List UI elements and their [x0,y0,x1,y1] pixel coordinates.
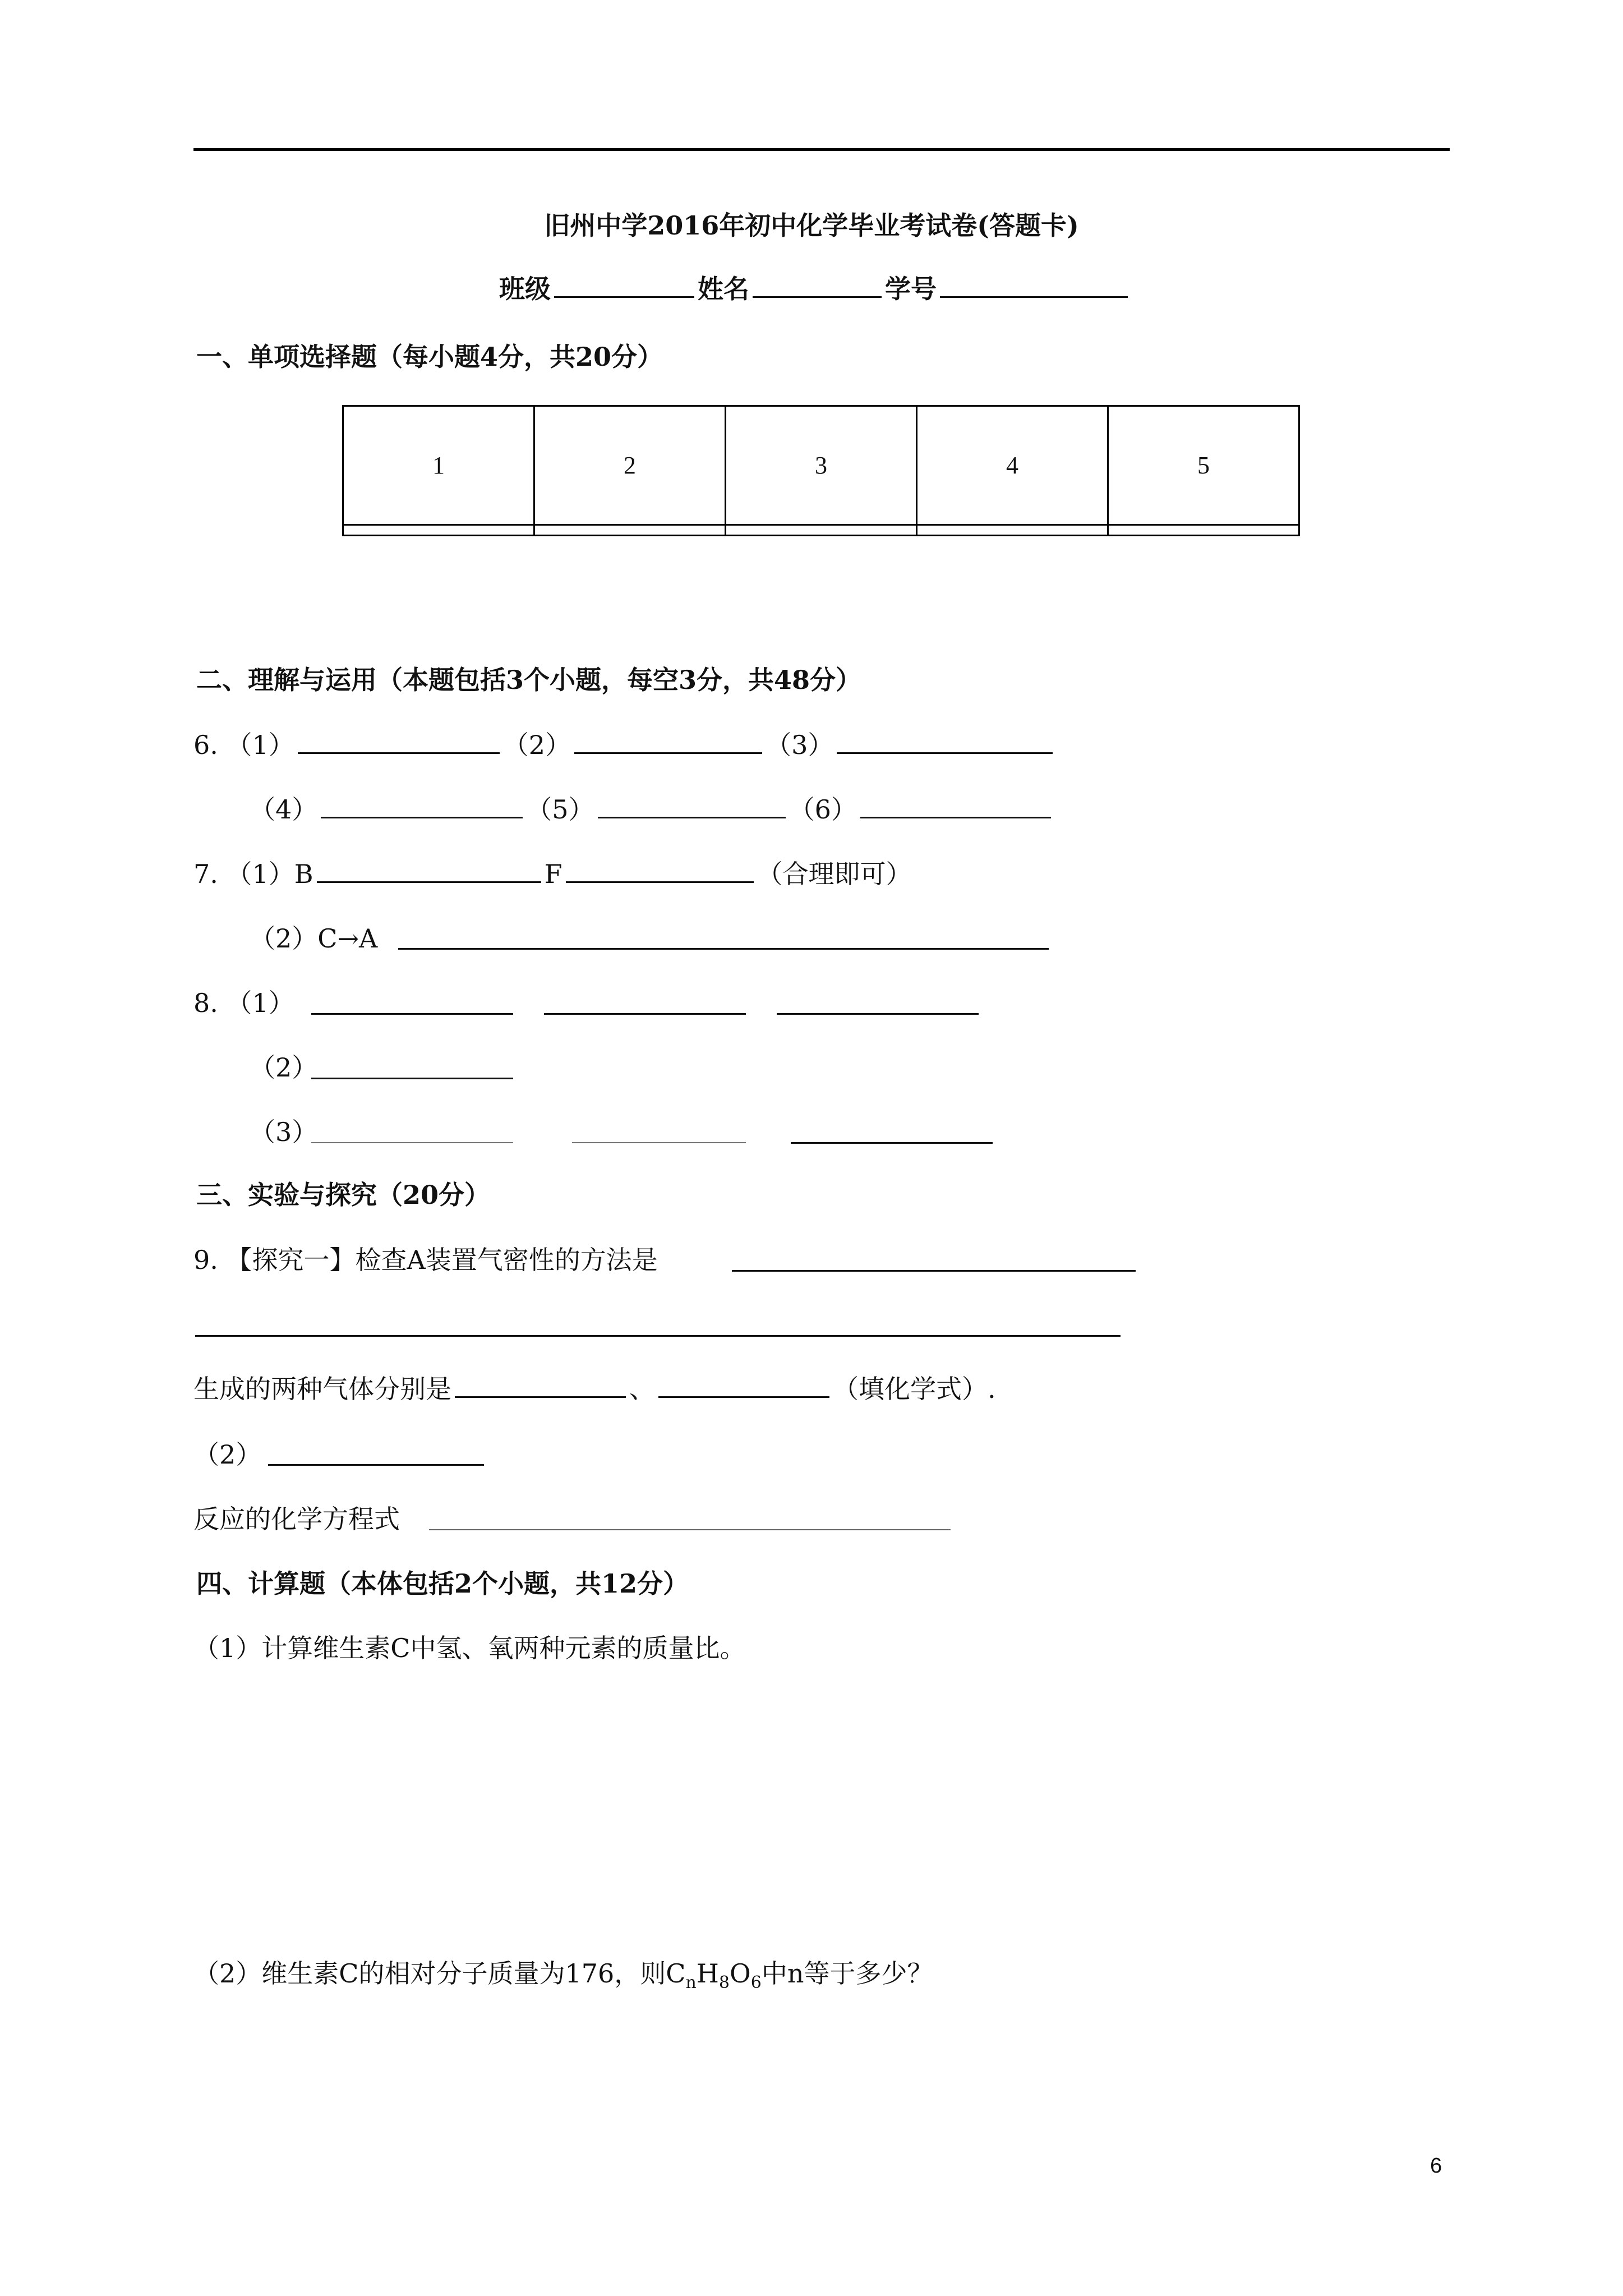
q8-blank-1a[interactable] [311,1013,513,1015]
q9-gas-row [193,1373,996,1405]
answer-col-2: 2 [534,406,726,525]
q9-prompt: 【探究一】检查A装置气密性的方法是 [226,1245,658,1275]
q6-number: 6. [193,730,218,760]
q6-part-1-label: （1） [226,730,294,760]
vitamin-c-formula: $C_nH_8O_6$ [666,1958,762,1993]
q7-f-label: F [544,859,562,889]
section-4-heading: 四、计算题（本体包括2个小题，共12分） [196,1568,689,1599]
section-1-heading: 一、单项选择题（每小题4分，共20分） [196,342,663,372]
answer-table-header-row [343,406,1299,525]
q9-blank-equation[interactable] [429,1529,951,1530]
q9-blank-gas-2[interactable] [658,1374,829,1398]
q6-row-1 [193,729,1056,761]
q9-equation-row [193,1503,400,1535]
answer-cell-5[interactable] [1108,525,1299,536]
header-rule [193,148,1450,151]
q8-number: 8. [193,988,218,1018]
q9-part-2-label: （2） [193,1439,262,1470]
answer-table [342,405,1300,536]
q6-row-2 [250,794,1054,825]
answer-cell-2[interactable] [534,525,726,536]
q8-blank-1c[interactable] [777,1013,979,1015]
answer-table-input-row [343,525,1299,536]
name-field[interactable] [753,274,882,298]
q8-blank-2[interactable] [311,1078,513,1079]
section-3-heading: 三、实验与探究（20分） [196,1180,491,1210]
q7-row-2 [250,923,377,954]
section-2-heading: 二、理解与运用（本题包括3个小题，每空3分，共48分） [196,665,862,695]
q8-part-2-label: （2） [250,1052,318,1083]
q8-row-1 [193,987,294,1019]
q7-row-1 [193,858,912,890]
q6-blank-6[interactable] [860,794,1051,818]
q7-part-1-label: （1）B [226,859,313,889]
q7-note: （合理即可） [757,859,912,889]
q6-part-5-label: （5） [526,794,594,825]
calc-question-1: （1）计算维生素C中氢、氧两种元素的质量比。 [193,1633,746,1663]
q8-blank-1b[interactable] [544,1013,746,1015]
id-label: 学号 [885,274,937,304]
id-field[interactable] [940,274,1128,298]
q6-blank-4[interactable] [321,794,523,818]
q6-part-6-label: （6） [789,794,857,825]
q8-row-3 [250,1116,317,1148]
q9-row-1 [193,1244,658,1276]
q9-gas-prefix: 生成的两种气体分别是 [193,1374,451,1404]
q9-gas-suffix: （填化学式）. [833,1374,996,1404]
answer-cell-1[interactable] [343,525,534,536]
q6-part-3-label: （3） [766,730,834,760]
page-title: 旧州中学2016年初中化学毕业考试卷(答题卡) [544,210,1079,241]
answer-col-1: 1 [343,406,534,525]
q6-blank-3[interactable] [837,730,1053,754]
calc-question-2-prefix: （2）维生素C的相对分子质量为176，则 [193,1958,666,1989]
answer-col-4: 4 [917,406,1108,525]
answer-col-3: 3 [726,406,917,525]
q9-gas-separator: 、 [629,1374,655,1404]
q6-blank-2[interactable] [574,730,762,754]
q7-blank-b[interactable] [317,859,541,883]
class-label: 班级 [499,274,551,304]
answer-cell-3[interactable] [726,525,917,536]
q8-part-1-label: （1） [226,988,294,1018]
q9-blank-method-2[interactable] [195,1335,1121,1337]
q8-blank-3b[interactable] [572,1142,746,1143]
student-info-line [499,273,1131,305]
name-label: 姓名 [698,274,749,304]
class-field[interactable] [554,274,694,298]
answer-cell-4[interactable] [917,525,1108,536]
q8-blank-3a[interactable] [311,1142,513,1143]
q7-blank-ca[interactable] [398,948,1049,950]
q7-blank-f[interactable] [566,859,754,883]
q7-number: 7. [193,859,218,889]
q9-equation-label: 反应的化学方程式 [193,1504,400,1534]
calc-question-2 [193,1958,933,1999]
q6-part-4-label: （4） [250,794,318,825]
q8-part-3-label: （3） [250,1117,318,1147]
q6-blank-5[interactable] [598,794,786,818]
page-number: 6 [1430,2154,1442,2178]
calc-question-2-suffix: 中n等于多少？ [761,1958,933,1989]
q9-blank-method-1[interactable] [732,1270,1136,1272]
q9-number: 9. [193,1245,218,1275]
q6-blank-1[interactable] [298,730,500,754]
q7-part-2-label: （2）C→A [250,923,378,954]
q6-part-2-label: （2） [502,730,571,760]
q8-blank-3c[interactable] [791,1142,993,1144]
q8-row-2 [250,1052,317,1083]
q9-blank-gas-1[interactable] [455,1374,626,1398]
q9-blank-part-2[interactable] [268,1464,484,1466]
answer-col-5: 5 [1108,406,1299,525]
q9-part-2-row [193,1439,261,1470]
